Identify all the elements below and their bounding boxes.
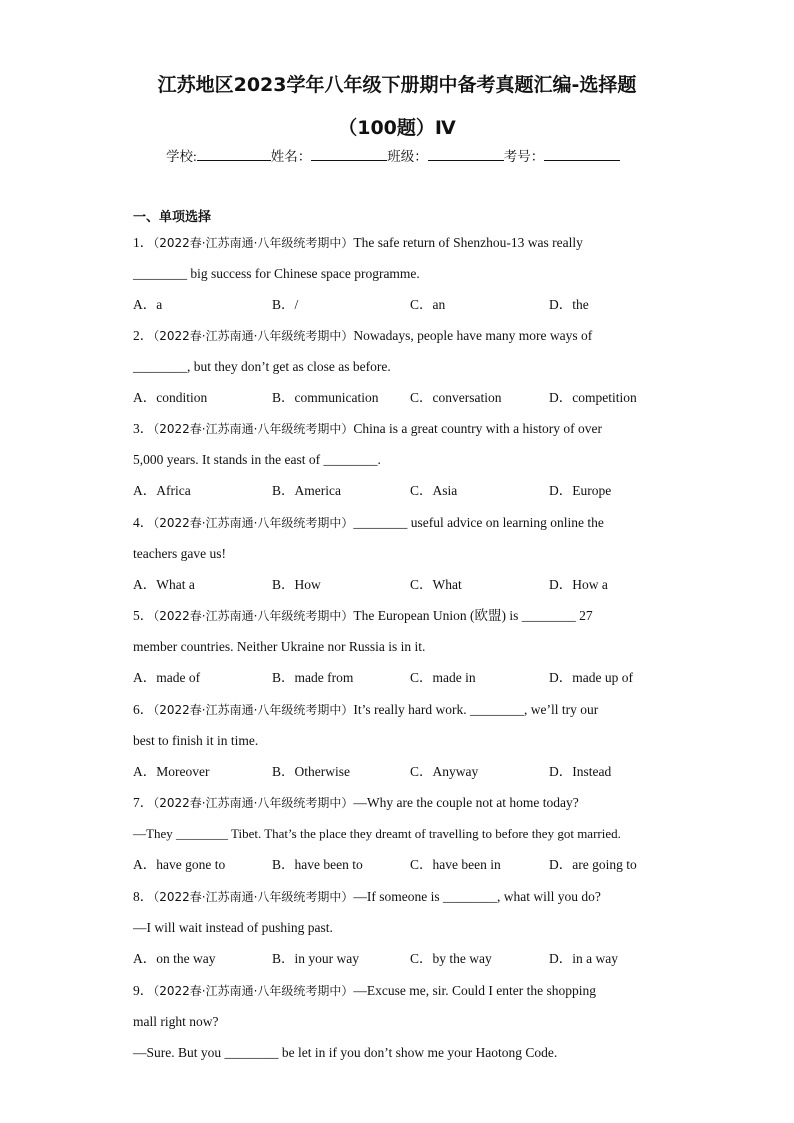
question-text: mall right now? <box>133 1014 219 1029</box>
school-blank <box>197 148 271 161</box>
question-text: —Why are the couple not at home today? <box>353 795 579 810</box>
option-a: A．Africa <box>133 483 191 498</box>
question-text: ________ useful advice on learning online the <box>353 515 604 530</box>
question-number: 9． <box>133 983 154 998</box>
question-text: member countries. Neither Ukraine nor Russia is in it. <box>133 639 426 654</box>
option-b: B．/ <box>272 297 299 312</box>
option-a: A．on the way <box>133 951 216 966</box>
options-row <box>133 289 673 320</box>
options-row <box>133 943 673 974</box>
question-number: 7． <box>133 795 154 810</box>
question-source: （2022春·江苏南通·八年级统考期中） <box>153 329 354 343</box>
id-label: 考号： <box>503 149 545 164</box>
question-source: （2022春·江苏南通·八年级统考期中） <box>153 516 354 530</box>
options-row <box>133 475 673 506</box>
option-d: D．made up of <box>549 670 633 685</box>
name-blank <box>311 148 387 161</box>
option-c: C．an <box>410 297 446 312</box>
option-d: D．are going to <box>549 857 637 872</box>
question-text: —If someone is ________, what will you do? <box>353 889 601 904</box>
options-row <box>133 382 673 413</box>
option-d: D．the <box>549 297 589 312</box>
option-c: C．What <box>410 577 462 592</box>
option-b: B．Otherwise <box>272 764 350 779</box>
question-1 <box>133 227 673 320</box>
question-text: —They ________ Tibet. That’s the place they dreamt of travelling to before they got married. <box>133 826 621 841</box>
question-number: 3． <box>133 421 154 436</box>
option-c: C．Asia <box>410 483 458 498</box>
question-number: 4． <box>133 515 154 530</box>
option-d: D．in a way <box>549 951 618 966</box>
class-label: 班级： <box>387 149 428 164</box>
question-number: 1． <box>133 235 154 250</box>
question-source: （2022春·江苏南通·八年级统考期中） <box>153 422 354 436</box>
name-label: 姓名： <box>270 149 312 164</box>
question-7 <box>133 787 693 880</box>
question-text: ________, but they don’t get as close as before. <box>133 359 391 374</box>
option-a: A．made of <box>133 670 201 685</box>
option-a: A．condition <box>133 390 208 405</box>
id-blank <box>544 148 620 161</box>
question-source: （2022春·江苏南通·八年级统考期中） <box>153 236 354 250</box>
option-a: A．Moreover <box>133 764 210 779</box>
question-number: 5． <box>133 608 154 623</box>
option-b: B．in your way <box>272 951 359 966</box>
option-b: B．made from <box>272 670 354 685</box>
options-row <box>133 849 693 880</box>
question-number: 6． <box>133 702 154 717</box>
question-text: —Excuse me, sir. Could I enter the shopping <box>353 983 597 998</box>
question-source: （2022春·江苏南通·八年级统考期中） <box>153 890 354 904</box>
question-text: —I will wait instead of pushing past. <box>133 920 333 935</box>
option-d: D．competition <box>549 390 637 405</box>
question-text: —Sure. But you ________ be let in if you don’t show me your Haotong Code. <box>133 1045 558 1060</box>
question-text: best to finish it in time. <box>133 733 259 748</box>
question-text: It’s really hard work. ________, we’ll try our <box>353 702 599 717</box>
question-2 <box>133 320 673 413</box>
question-text: teachers gave us! <box>133 546 226 561</box>
school-label: 学校: <box>166 149 197 164</box>
question-text: The European Union (欧盟) is ________ 27 <box>353 608 593 623</box>
option-b: B．How <box>272 577 321 592</box>
question-number: 8． <box>133 889 154 904</box>
student-info-line <box>166 145 620 165</box>
question-source: （2022春·江苏南通·八年级统考期中） <box>153 984 354 998</box>
option-b: B．communication <box>272 390 379 405</box>
options-row <box>133 756 673 787</box>
question-8 <box>133 881 673 974</box>
document-title-line2: （100题）Ⅳ <box>338 117 456 139</box>
options-row <box>133 662 673 693</box>
option-d: D．Europe <box>549 483 612 498</box>
question-text: The safe return of Shenzhou-13 was really <box>353 235 583 250</box>
question-text: 5,000 years. It stands in the east of ________. <box>133 452 381 467</box>
option-d: D．Instead <box>549 764 612 779</box>
question-9 <box>133 975 673 1068</box>
option-c: C．conversation <box>410 390 502 405</box>
option-d: D．How a <box>549 577 608 592</box>
question-text: ________ big success for Chinese space programme. <box>133 266 420 281</box>
question-5 <box>133 600 673 693</box>
class-blank <box>428 148 504 161</box>
document-title-line1: 江苏地区2023学年八年级下册期中备考真题汇编-选择题 <box>157 74 637 96</box>
question-source: （2022春·江苏南通·八年级统考期中） <box>153 796 354 810</box>
question-3 <box>133 413 673 506</box>
option-c: C．by the way <box>410 951 492 966</box>
option-a: A．a <box>133 297 163 312</box>
option-b: B．America <box>272 483 341 498</box>
question-number: 2． <box>133 328 154 343</box>
option-c: C．Anyway <box>410 764 479 779</box>
option-a: A．What a <box>133 577 195 592</box>
question-source: （2022春·江苏南通·八年级统考期中） <box>153 609 354 623</box>
option-c: C．made in <box>410 670 476 685</box>
option-a: A．have gone to <box>133 857 226 872</box>
question-6 <box>133 694 673 787</box>
option-b: B．have been to <box>272 857 363 872</box>
question-text: Nowadays, people have many more ways of <box>353 328 593 343</box>
question-text: China is a great country with a history of over <box>353 421 602 436</box>
question-source: （2022春·江苏南通·八年级统考期中） <box>153 703 354 717</box>
option-c: C．have been in <box>410 857 501 872</box>
question-4 <box>133 507 673 600</box>
section-title: 一、单项选择 <box>133 210 212 225</box>
options-row <box>133 569 673 600</box>
